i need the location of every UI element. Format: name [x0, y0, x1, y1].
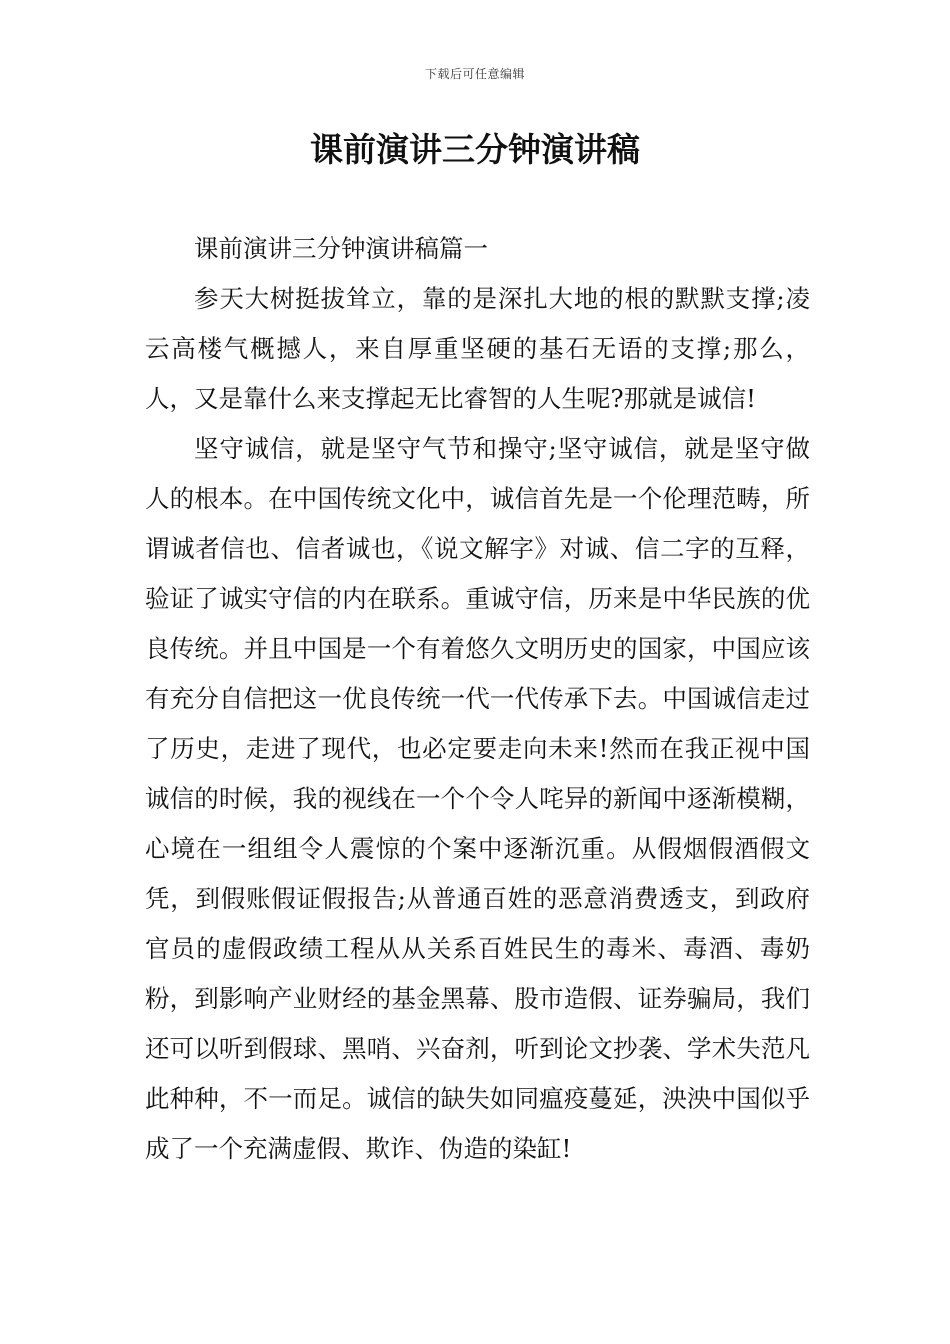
section-heading: 课前演讲三分钟演讲稿篇一	[194, 234, 488, 263]
paragraph: 参天大树挺拔耸立，靠的是深扎大地的根的默默支撑;凌云高楼气概撼人，来自厚重坚硬的基石无语的支撑;那么，人，又是靠什么来支撑起无比睿智的人生呢?那就是诚信!	[145, 284, 810, 413]
header-note: 下载后可任意编辑	[424, 67, 525, 81]
document-title: 课前演讲三分钟演讲稿	[310, 130, 640, 169]
paragraph: 坚守诚信，就是坚守气节和操守;坚守诚信，就是坚守做人的根本。在中国传统文化中，诚信首先是一个伦理范畴，所谓诚者信也、信者诚也，《说文解字》对诚、信二字的互释，验证了诚实守信的内在联系。重诚守信，历来是中华民族的优良传统。并且中国是一个有着悠久文明历史的国家，中国应该有充分自信把这一优良传统一代一代传承下去。中国诚信走过了历史，走进了现代，也必定要走向未来!然而在我正视中国诚信的时候，我的视线在一个个令人咤异的新闻中逐渐模糊，心境在一组组令人震惊的个案中逐渐沉重。从假烟假酒假文凭，到假账假证假报告;从普通百姓的恶意消费透支，到政府官员的虚假政绩工程从从关系百姓民生的毒米、毒酒、毒奶粉，到影响产业财经的基金黑幕、股市造假、证券骗局，我们还可以听到假球、黑哨、兴奋剂，听到论文抄袭、学术失范凡此种种，不一而足。诚信的缺失如同瘟疫蔓延，泱泱中国似乎成了一个充满虚假、欺诈、伪造的染缸!	[145, 434, 810, 1163]
document-body	[145, 224, 810, 1174]
